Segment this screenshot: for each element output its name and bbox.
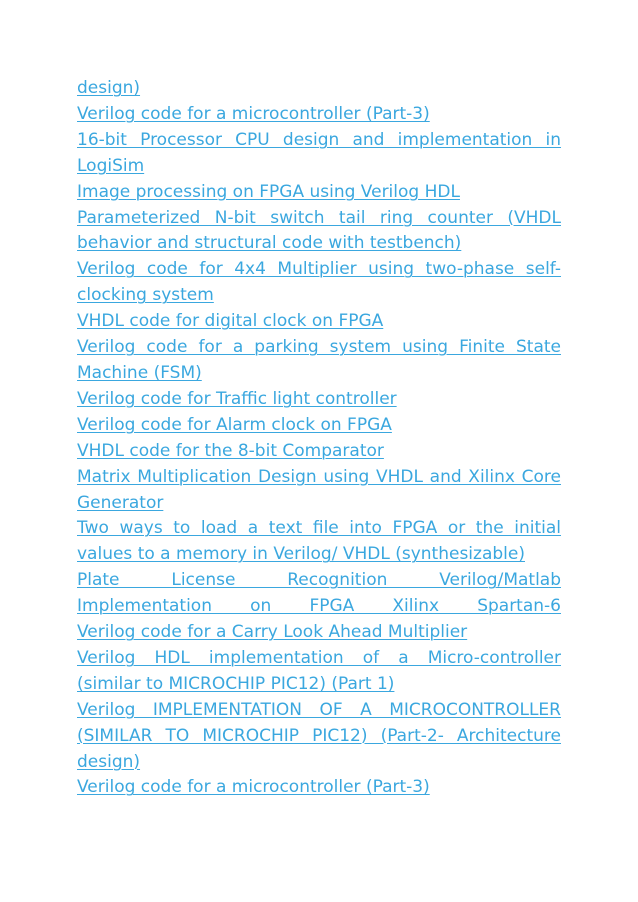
list-item: [77, 439, 561, 465]
link-ring-counter-vhdl[interactable]: Parameterized N-bit switch tail ring counter (VHDL behavior and structural code with testbench): [77, 207, 561, 254]
link-8bit-comparator[interactable]: VHDL code for the 8-bit Comparator: [77, 440, 384, 461]
link-parking-system-fsm[interactable]: Verilog code for a parking system using Finite State Machine (FSM): [77, 337, 561, 383]
link-load-text-file-fpga[interactable]: Two ways to load a text file into FPGA or the initial values to a memory in Verilog/ VHDL (synthesizable): [77, 518, 561, 565]
list-item: [77, 465, 561, 517]
link-traffic-light[interactable]: Verilog code for Traffic light controller: [77, 388, 397, 409]
list-item: [77, 309, 561, 335]
link-alarm-clock[interactable]: Verilog code for Alarm clock on FPGA: [77, 414, 392, 435]
link-microcontroller-part-3[interactable]: Verilog code for a microcontroller (Part-3): [77, 103, 430, 124]
link-16bit-processor-logisim[interactable]: 16-bit Processor CPU design and implementation in LogiSim: [77, 129, 561, 176]
link-matrix-multiplication[interactable]: Matrix Multiplication Design using VHDL and Xilinx Core Generator: [77, 466, 561, 513]
link-image-processing-fpga[interactable]: Image processing on FPGA using Verilog HDL: [77, 181, 460, 202]
list-item: [77, 180, 561, 206]
list-item: [77, 646, 561, 698]
link-digital-clock-vhdl[interactable]: VHDL code for digital clock on FPGA: [77, 311, 384, 332]
link-microcontroller-part-2[interactable]: Verilog IMPLEMENTATION OF A MICROCONTROLLER (SIMILAR TO MICROCHIP PIC12) (Part-2- Architecture design): [77, 699, 561, 772]
link-design-continued[interactable]: design): [77, 78, 141, 98]
list-item: [77, 257, 561, 309]
list-item: [77, 413, 561, 439]
list-item: [77, 206, 561, 258]
list-item: [77, 568, 561, 620]
list-item: [77, 620, 561, 646]
list-item: [77, 775, 561, 801]
list-item: [77, 128, 561, 180]
list-item: [77, 698, 561, 776]
link-plate-license-recognition[interactable]: Plate License Recognition Verilog/Matlab Implementation on FPGA Xilinx Spartan-6: [77, 570, 561, 617]
list-item: [77, 387, 561, 413]
link-list: [77, 76, 561, 801]
link-microcontroller-part-3-bottom[interactable]: Verilog code for a microcontroller (Part-3): [77, 777, 430, 798]
link-4x4-multiplier[interactable]: Verilog code for 4x4 Multiplier using two-phase self-clocking system: [77, 259, 561, 306]
list-item: [77, 335, 561, 387]
list-item: [77, 516, 561, 568]
list-item: [77, 76, 561, 102]
link-carry-look-ahead-multiplier[interactable]: Verilog code for a Carry Look Ahead Multiplier: [77, 622, 468, 643]
list-item: [77, 102, 561, 128]
link-micro-controller-part-1[interactable]: Verilog HDL implementation of a Micro-controller (similar to MICROCHIP PIC12) (Part 1): [77, 647, 561, 694]
